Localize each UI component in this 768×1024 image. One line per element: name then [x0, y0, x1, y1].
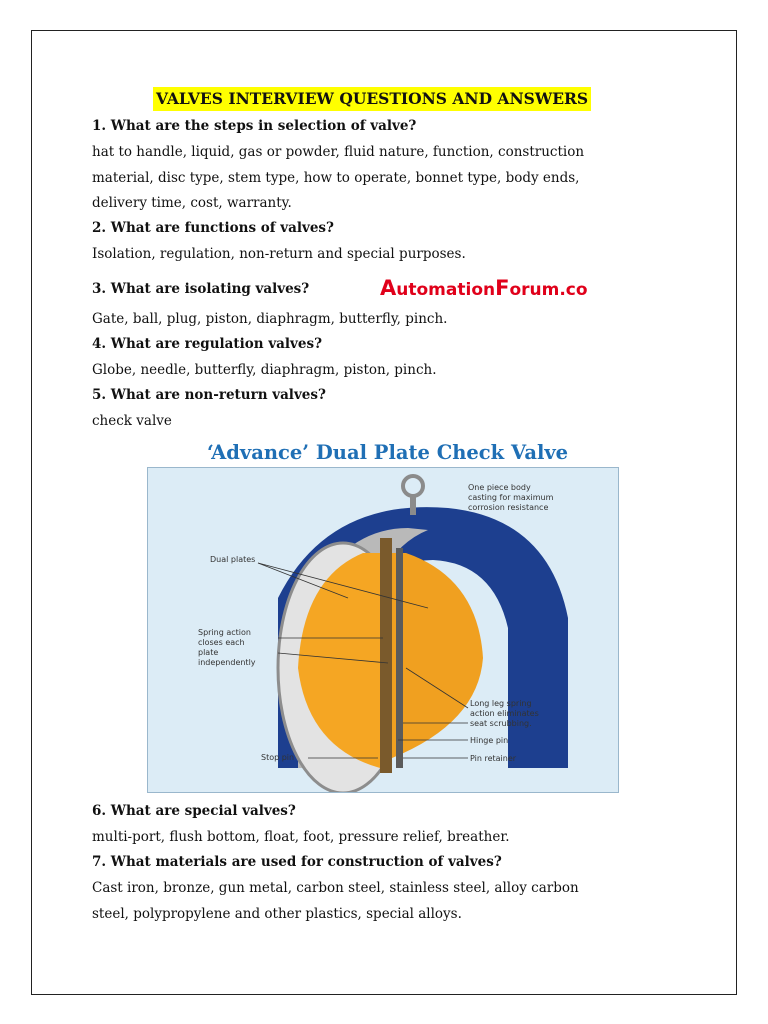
answer-1-line-3: delivery time, cost, warranty.	[92, 195, 292, 211]
lifting-eye-bolt	[403, 476, 423, 496]
label-pin-retainer: Pin retainer	[470, 754, 517, 763]
label-spring-2: closes each	[198, 638, 245, 647]
answer-7-line-1: Cast iron, bronze, gun metal, carbon steel, stainless steel, alloy carbon	[92, 880, 579, 896]
answer-6: multi-port, flush bottom, float, foot, pressure relief, breather.	[92, 829, 510, 845]
check-valve-illustration	[147, 467, 619, 793]
stop-pin	[396, 548, 403, 768]
label-dual-plates: Dual plates	[210, 555, 256, 564]
answer-4: Globe, needle, butterfly, diaphragm, piston, pinch.	[92, 362, 437, 378]
question-4: 4. What are regulation valves?	[92, 336, 322, 352]
answer-7-line-2: steel, polypropylene and other plastics, special alloys.	[92, 906, 462, 922]
label-body-2: casting for maximum	[468, 493, 554, 502]
question-2: 2. What are functions of valves?	[92, 220, 334, 236]
question-3: 3. What are isolating valves?	[92, 281, 310, 297]
answer-1-line-1: hat to handle, liquid, gas or powder, fluid nature, function, construction	[92, 144, 585, 160]
question-7: 7. What materials are used for construction of valves?	[92, 854, 502, 870]
automationforum-watermark: AutomationForum.co	[380, 276, 588, 300]
label-spring-1: Spring action	[198, 628, 251, 637]
label-long-leg-2: action eliminates	[470, 709, 539, 718]
question-5: 5. What are non-return valves?	[92, 387, 326, 403]
answer-5: check valve	[92, 413, 172, 429]
figure-title: ‘Advance’ Dual Plate Check Valve	[207, 441, 569, 464]
check-valve-drawing	[148, 468, 619, 793]
answer-2: Isolation, regulation, non-return and special purposes.	[92, 246, 466, 262]
label-body-3: corrosion resistance	[468, 503, 549, 512]
label-body-1: One piece body	[468, 483, 531, 492]
label-long-leg-1: Long leg spring	[470, 699, 532, 708]
answer-1-line-2: material, disc type, stem type, how to operate, bonnet type, body ends,	[92, 170, 580, 186]
label-spring-4: independently	[198, 658, 256, 667]
page-title: VALVES INTERVIEW QUESTIONS AND ANSWERS	[153, 87, 591, 111]
answer-3: Gate, ball, plug, piston, diaphragm, butterfly, pinch.	[92, 311, 448, 327]
eye-bolt-stem	[410, 495, 416, 515]
question-1: 1. What are the steps in selection of valve?	[92, 118, 417, 134]
label-hinge-pin: Hinge pin	[470, 736, 509, 745]
label-long-leg-3: seat scrubbing.	[470, 719, 532, 728]
label-spring-3: plate	[198, 648, 219, 657]
hinge-pin	[380, 538, 392, 773]
question-6: 6. What are special valves?	[92, 803, 296, 819]
label-stop-pin: Stop pin	[261, 753, 295, 762]
